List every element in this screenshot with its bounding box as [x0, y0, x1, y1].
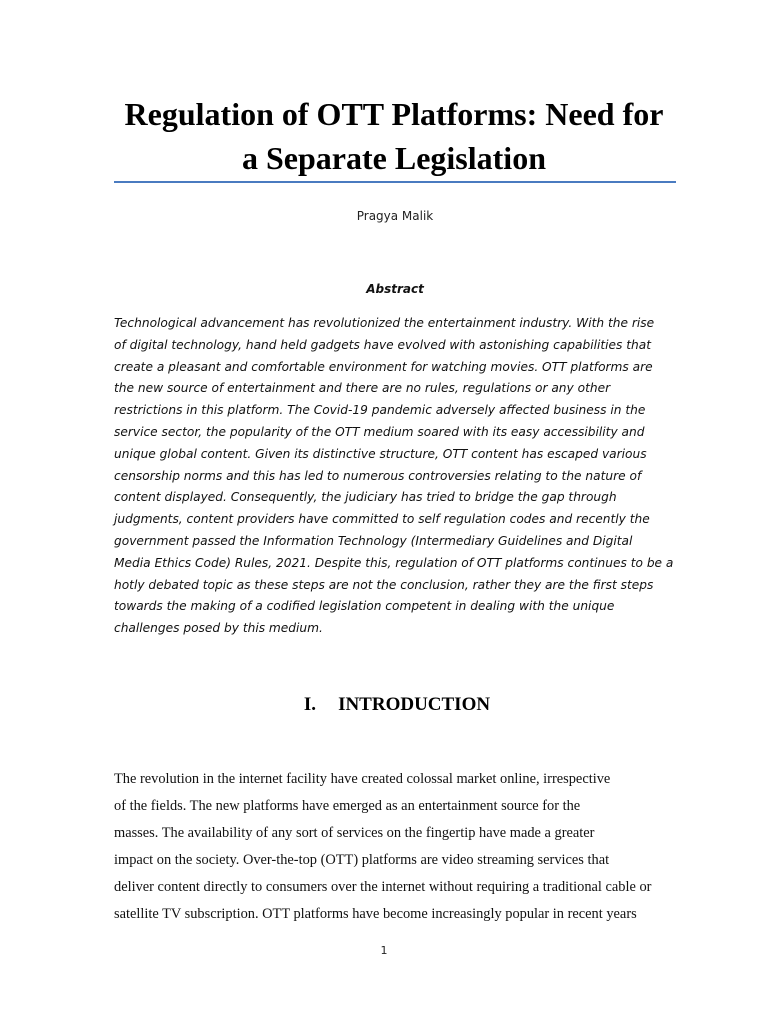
- abstract-line: challenges posed by this medium.: [114, 621, 323, 636]
- introduction-body: [114, 766, 680, 928]
- body-line: impact on the society. Over-the-top (OTT) platforms are video streaming services that: [114, 852, 610, 868]
- body-line: The revolution in the internet facility have created colossal market online, irrespective: [114, 771, 611, 787]
- abstract-line: restrictions in this platform. The Covid-19 pandemic adversely affected business in the: [114, 403, 646, 418]
- paper-title-line-2: a Separate Legislation: [242, 140, 546, 176]
- section-heading-introduction: [114, 693, 680, 717]
- abstract-line: unique global content. Given its distinctive structure, OTT content has escaped various: [114, 446, 647, 461]
- body-line: of the fields. The new platforms have emerged as an entertainment source for the: [114, 798, 581, 814]
- abstract-line: government passed the Information Technology (Intermediary Guidelines and Digital: [114, 533, 633, 548]
- abstract-body: [114, 313, 674, 640]
- body-line: deliver content directly to consumers over the internet without requiring a traditional cable or: [114, 879, 652, 895]
- body-line: satellite TV subscription. OTT platforms have become increasingly popular in recent years: [114, 906, 637, 922]
- abstract-line: towards the making of a codified legislation competent in dealing with the unique: [114, 599, 615, 614]
- page-number: 1: [380, 944, 388, 957]
- body-line: masses. The availability of any sort of services on the fingertip have made a greater: [114, 825, 595, 841]
- abstract-line: of digital technology, hand held gadgets have evolved with astonishing capabilities that: [114, 337, 652, 352]
- abstract-line: content displayed. Consequently, the judiciary has tried to bridge the gap through: [114, 490, 617, 505]
- abstract-line: Media Ethics Code) Rules, 2021. Despite this, regulation of OTT platforms continues to be a: [114, 555, 674, 570]
- abstract-line: Technological advancement has revolutionized the entertainment industry. With the rise: [114, 316, 655, 330]
- abstract-line: create a pleasant and comfortable environment for watching movies. OTT platforms are: [114, 359, 653, 374]
- abstract-line: censorship norms and this has led to numerous controversies relating to the nature of: [114, 468, 642, 483]
- abstract-line: hotly debated topic as these steps are not the conclusion, rather they are the first steps: [114, 577, 654, 592]
- section-number: I.: [303, 694, 317, 715]
- abstract-line: judgments, content providers have committed to self regulation codes and recently the: [114, 512, 650, 527]
- section-title: INTRODUCTION: [338, 694, 491, 715]
- title-divider: [114, 181, 676, 183]
- paper-title-line-1: Regulation of OTT Platforms: Need for: [124, 96, 664, 132]
- abstract-line: service sector, the popularity of the OTT medium soared with its easy accessibility and: [114, 424, 645, 439]
- paper-title: [90, 92, 698, 180]
- abstract-line: the new source of entertainment and there are no rules, regulations or any other: [114, 381, 611, 396]
- abstract-heading: Abstract: [366, 282, 424, 296]
- author-name: Pragya Malik: [356, 209, 434, 223]
